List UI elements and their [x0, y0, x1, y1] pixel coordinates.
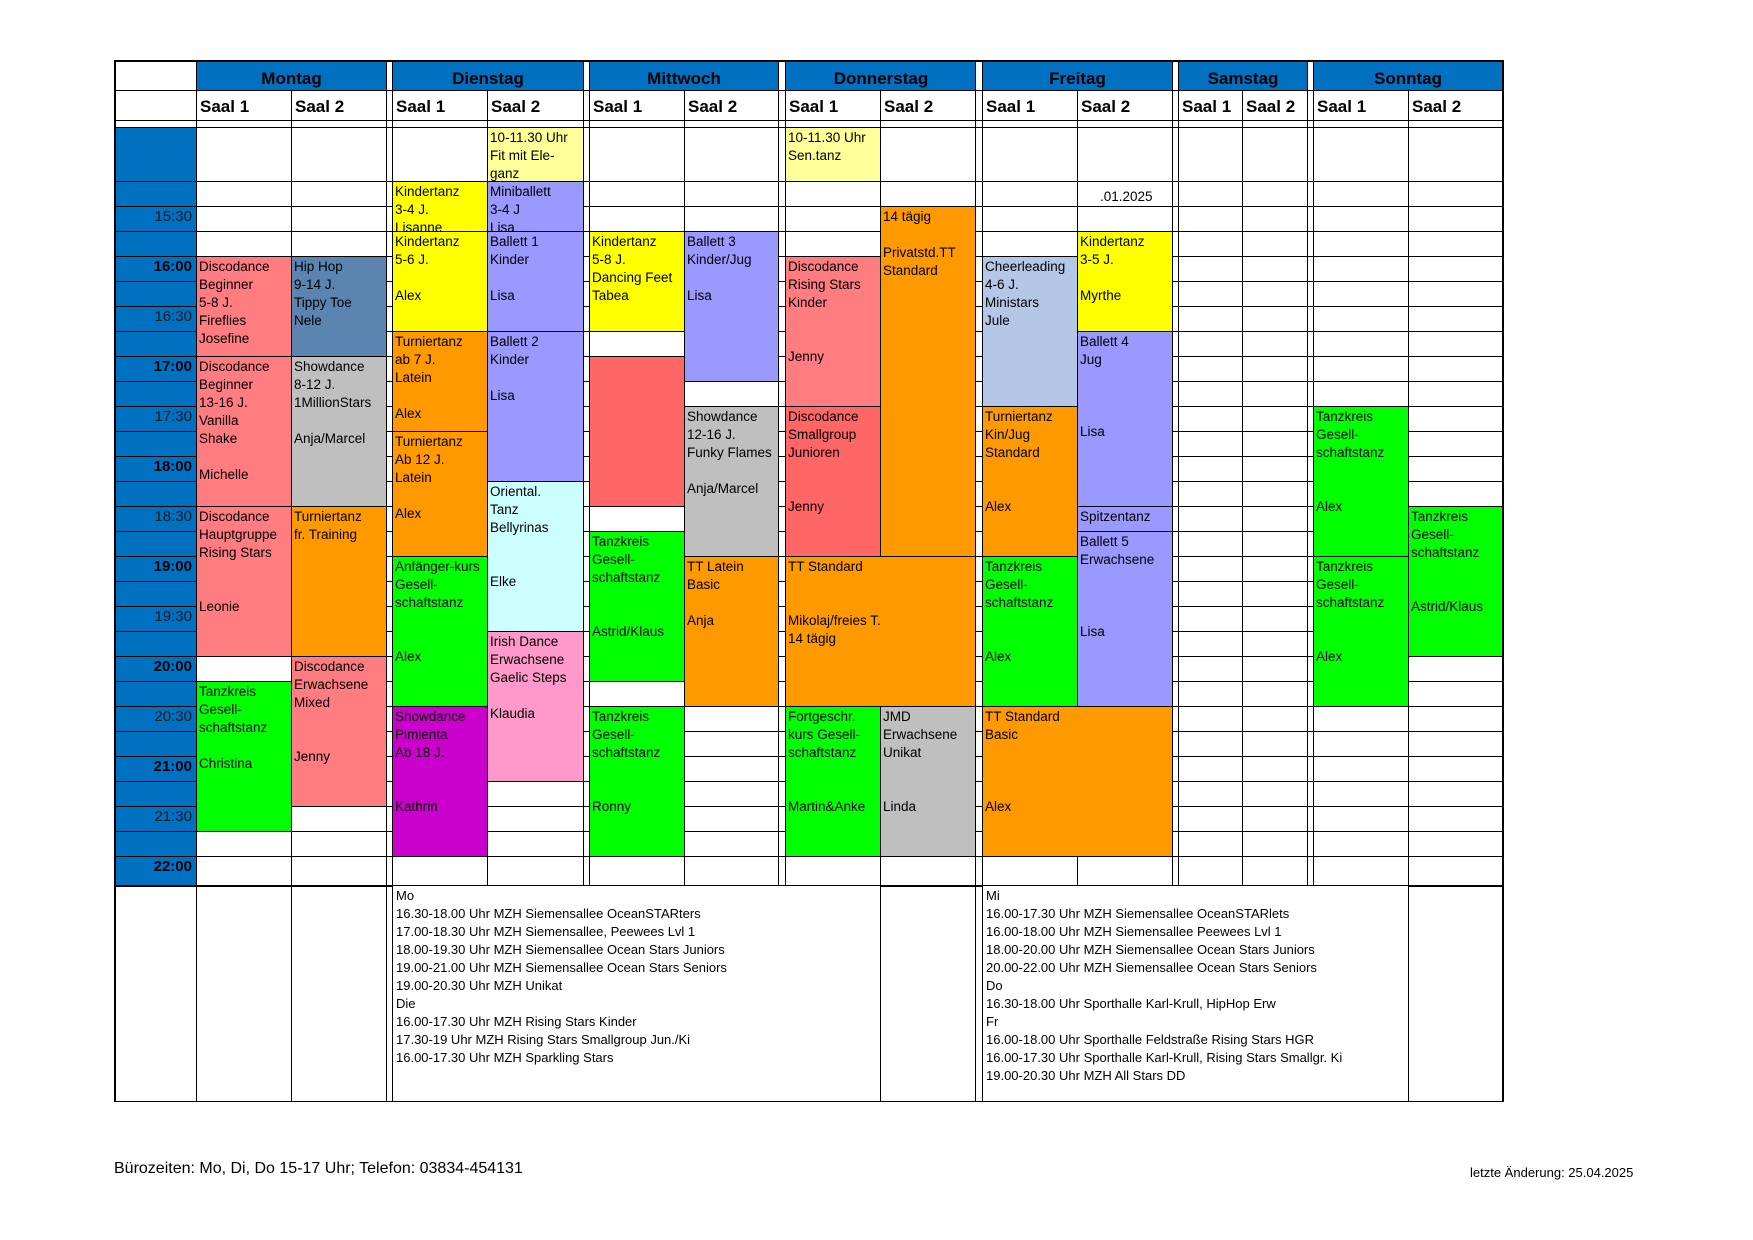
course-block-red — [589, 356, 685, 507]
footer-last-change: letzte Änderung: 25.04.2025 — [1470, 1165, 1634, 1180]
course-kindertanz-5-8: Kindertanz 5-8 J. Dancing Feet Tabea — [589, 231, 685, 332]
time-label: 17:30 — [154, 408, 192, 425]
room-label: Saal 1 — [986, 97, 1036, 116]
course-discodance-rising-stars: Discodance Rising Stars Kinder Jenny — [785, 256, 881, 407]
course-irish-dance: Irish Dance Erwachsene Gaelic Steps Klaudia — [487, 631, 584, 782]
grid-line — [1307, 60, 1308, 886]
course-tanzkreis-sonntag-3: Tanzkreis Gesell- schaftstanz Alex — [1313, 556, 1409, 707]
room-label: Saal 1 — [1182, 97, 1232, 116]
course-kindertanz-5-6: Kindertanz 5-6 J. Alex — [392, 231, 488, 332]
time-label: 18:00 — [153, 458, 192, 475]
day-header-samstag: Samstag — [1179, 61, 1307, 90]
course-tanzkreis-sonntag-1: Tanzkreis Gesell- schaftstanz Alex — [1313, 406, 1409, 557]
notes-right: Mi 16.00-17.30 Uhr MZH Siemensallee OceanSTARlets 16.00-18.00 Uhr MZH Siemensallee Peewees Lvl 1 18.00-20.00 Uhr MZH Siemensallee Ocean Stars Juniors 20.00-22.00 Uhr MZH Siemensallee Ocean Stars Seniors Do 16.30-18.00 Uhr Sporthalle Karl-Krull, HipHop Erw Fr 16.00-18.00 Uhr Sporthalle Feldstraße Rising Stars HGR 16.00-17.30 Uhr Sporthalle Karl-Krull, Rising Stars Smallgr. Ki 19.00-20.30 Uhr MZH All Stars DD — [986, 888, 1343, 1083]
course-spitzentanz: Spitzentanz — [1077, 506, 1173, 532]
room-label: Saal 1 — [200, 97, 250, 116]
course-kindertanz-3-5: Kindertanz 3-5 J. Myrthe — [1077, 231, 1173, 332]
course-seniorentanz: 10-11.30 Uhr Sen.tanz — [785, 127, 881, 182]
course-discodance-beginner-13-16: Discodance Beginner 13-16 J. Vanilla Shake Michelle — [196, 356, 292, 507]
course-discodance-erwachsene: Discodance Erwachsene Mixed Jenny — [291, 656, 387, 807]
course-jmd-unikat: JMD Erwachsene Unikat Linda — [880, 706, 976, 857]
room-label: Saal 2 — [295, 97, 345, 116]
date-note: .01.2025 — [1100, 189, 1153, 204]
course-tt-standard-freitag: TT Standard Basic Alex — [982, 706, 1173, 857]
course-ballett-5: Ballett 5 Erwachsene Lisa — [1077, 531, 1173, 707]
course-ballett-1: Ballett 1 Kinder Lisa — [487, 231, 584, 332]
grid-line — [1242, 90, 1243, 886]
grid-line — [1178, 60, 1179, 886]
grid-line — [114, 1101, 1503, 1102]
time-label: 19:00 — [153, 558, 192, 575]
course-turniertanz-training: Turniertanz fr. Training — [291, 506, 387, 657]
room-label: Saal 2 — [688, 97, 738, 116]
day-header-montag: Montag — [197, 61, 386, 90]
grid-line — [114, 90, 1503, 91]
course-privatstunde: 14 tägig Privatstd.TT Standard — [880, 206, 976, 557]
grid-line — [114, 231, 1503, 232]
course-tt-latein-basic: TT Latein Basic Anja — [684, 556, 779, 707]
course-turniertanz-kin-jug: Turniertanz Kin/Jug Standard Alex — [982, 406, 1078, 557]
time-label: 15:30 — [154, 208, 192, 225]
grid-line — [114, 60, 1503, 62]
course-discodance-beginner-5-8: Discodance Beginner 5-8 J. Fireflies Josefine — [196, 256, 292, 357]
day-header-freitag: Freitag — [983, 61, 1172, 90]
course-turniertanz-ab-7: Turniertanz ab 7 J. Latein Alex — [392, 331, 488, 432]
course-showdance-8-12: Showdance 8-12 J. 1MillionStars Anja/Marcel — [291, 356, 387, 507]
course-hip-hop: Hip Hop 9-14 J. Tippy Toe Nele — [291, 256, 387, 357]
room-label: Saal 1 — [789, 97, 839, 116]
course-showdance-12-16: Showdance 12-16 J. Funky Flames Anja/Marcel — [684, 406, 779, 557]
course-tanzkreis-sonntag-2: Tanzkreis Gesell- schaftstanz Astrid/Klaus — [1408, 506, 1503, 657]
room-label: Saal 2 — [1246, 97, 1296, 116]
grid-line — [114, 120, 1503, 121]
course-discodance-hauptgruppe: Discodance Hauptgruppe Rising Stars Leonie — [196, 506, 292, 657]
course-ballett-3: Ballett 3 Kinder/Jug Lisa — [684, 231, 779, 382]
time-label: 22:00 — [153, 858, 192, 875]
time-label: 18:30 — [154, 508, 192, 525]
course-kindertanz-3-4: Kindertanz 3-4 J. Lisanne — [392, 181, 488, 232]
room-label: Saal 1 — [1317, 97, 1367, 116]
time-label: 17:00 — [153, 358, 192, 375]
course-miniballett: Miniballett 3-4 J Lisa — [487, 181, 584, 232]
time-label: 21:30 — [154, 808, 192, 825]
room-label: Saal 2 — [491, 97, 541, 116]
course-turniertanz-ab-12: Turniertanz Ab 12 J. Latein Alex — [392, 431, 488, 557]
room-label: Saal 2 — [1081, 97, 1131, 116]
day-header-mittwoch: Mittwoch — [590, 61, 778, 90]
course-fit-mit-eleganz: 10-11.30 Uhr Fit mit Ele- ganz — [487, 127, 584, 182]
course-tanzkreis-freitag: Tanzkreis Gesell- schaftstanz Alex — [982, 556, 1078, 707]
time-label: 16:00 — [153, 258, 192, 275]
course-discodance-smallgroup: Discodance Smallgroup Junioren Jenny — [785, 406, 881, 557]
room-label: Saal 2 — [1412, 97, 1462, 116]
course-tanzkreis-montag: Tanzkreis Gesell- schaftstanz Christina — [196, 681, 292, 832]
course-showdance-pimienta: Showdance Pimienta Ab 18 J. Kathrin — [392, 706, 488, 857]
time-label: 20:30 — [154, 708, 192, 725]
course-cheerleading: Cheerleading 4-6 J. Ministars Jule — [982, 256, 1078, 407]
room-label: Saal 1 — [396, 97, 446, 116]
course-fortgeschrittenenkurs: Fortgeschr. kurs Gesell- schaftstanz Martin&Anke — [785, 706, 881, 857]
footer-office-hours: Bürozeiten: Mo, Di, Do 15-17 Uhr; Telefon: 03834-454131 — [114, 1160, 523, 1177]
time-label: 16:30 — [154, 308, 192, 325]
day-header-donnerstag: Donnerstag — [786, 61, 976, 90]
day-header-dienstag: Dienstag — [393, 61, 583, 90]
grid-line — [114, 206, 1503, 207]
course-ballett-2: Ballett 2 Kinder Lisa — [487, 331, 584, 482]
time-label: 19:30 — [154, 608, 192, 625]
course-tanzkreis-mittwoch-2: Tanzkreis Gesell- schaftstanz Ronny — [589, 706, 685, 857]
notes-left: Mo 16.30-18.00 Uhr MZH Siemensallee OceanSTARters 17.00-18.30 Uhr MZH Siemensallee, Peewees Lvl 1 18.00-19.30 Uhr MZH Siemensallee Ocean Stars Juniors 19.00-21.00 Uhr MZH Siemensallee Ocean Stars Seniors 19.00-20.30 Uhr MZH Unikat Die 16.00-17.30 Uhr MZH Rising Stars Kinder 17.30-19 Uhr MZH Rising Stars Smallgroup Jun./Ki 16.00-17.30 Uhr MZH Sparkling Stars — [396, 888, 727, 1065]
course-tanzkreis-mittwoch-1: Tanzkreis Gesell- schaftstanz Astrid/Klaus — [589, 531, 685, 682]
time-label: 21:00 — [153, 758, 192, 775]
course-ballett-4: Ballett 4 Jug Lisa — [1077, 331, 1173, 507]
course-anfaengerkurs: Anfänger-kurs Gesell- schaftstanz Alex — [392, 556, 488, 707]
course-tt-standard-donnerstag: TT Standard Mikolaj/freies T. 14 tägig — [785, 556, 976, 707]
day-header-sonntag: Sonntag — [1314, 61, 1502, 90]
time-label: 20:00 — [153, 658, 192, 675]
room-label: Saal 2 — [884, 97, 934, 116]
course-oriental-tanz: Oriental. Tanz Bellyrinas Elke — [487, 481, 584, 632]
room-label: Saal 1 — [593, 97, 643, 116]
